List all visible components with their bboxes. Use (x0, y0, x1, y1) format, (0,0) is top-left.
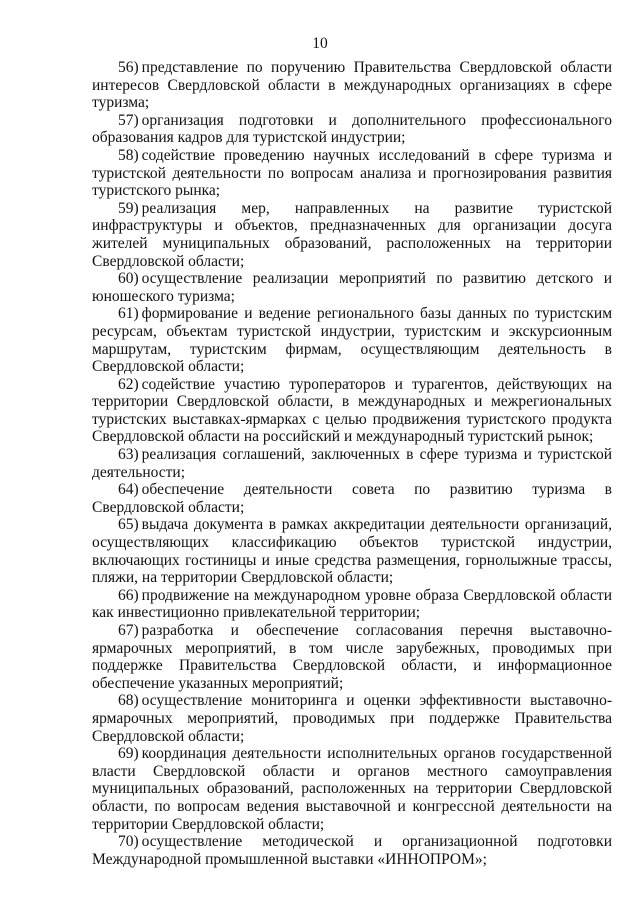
item-number: 66) (118, 586, 139, 604)
list-item (92, 516, 612, 586)
list-item (92, 376, 612, 446)
item-number: 68) (118, 692, 139, 710)
list-item (92, 59, 612, 112)
item-number: 69) (118, 745, 139, 763)
list-item (92, 446, 612, 481)
item-number: 60) (118, 270, 139, 288)
item-number: 64) (118, 481, 139, 499)
document-body (92, 59, 612, 868)
list-item (92, 270, 612, 305)
list-item (92, 622, 612, 692)
item-number: 57) (118, 111, 139, 129)
item-text: формирование и ведение регионального базы данных по туристским ресурсам, объектам туристской индустрии, туристским и экскурсионным маршрутам, туристским фирмам, осуществляющим деятельность в Свердловской области; (92, 305, 612, 376)
list-item (92, 305, 612, 375)
item-number: 67) (118, 622, 139, 639)
item-text: разработка и обеспечение согласования перечня выставочно-ярмарочных мероприятий, в том числе зарубежных, проводимых при поддержке Правительства Свердловской области, и информационное обеспечение указанных мероприятий; (92, 622, 612, 692)
item-number: 59) (118, 199, 139, 217)
item-text: осуществление методической и организационной подготовки Международной промышленной выставки «ИННОПРОМ»; (92, 833, 612, 868)
item-text: содействие участию туроператоров и турагентов, действующих на территории Свердловской области, в международных и межрегиональных туристских выставках-ярмарках с целью продвижения туристского продукта Свердловской области на российский и международный туристский рынок; (92, 375, 612, 446)
list-item (92, 481, 612, 516)
item-text: организация подготовки и дополнительного профессионального образования кадров для туристской индустрии; (92, 111, 612, 147)
list-item (92, 200, 612, 270)
item-text: содействие проведению научных исследований в сфере туризма и туристской деятельности по вопросам анализа и прогнозирования развития туристского рынка; (92, 146, 612, 200)
item-number: 63) (118, 446, 139, 464)
list-item (92, 587, 612, 622)
item-number: 58) (118, 146, 139, 164)
item-number: 65) (118, 516, 139, 534)
item-text: выдача документа в рамках аккредитации деятельности организаций, осуществляющих классификацию объектов туристской индустрии, включающих гостиницы и иные средства размещения, горнолыжные трассы, пляжи, на территории Свердловской области; (92, 516, 612, 587)
item-number: 62) (118, 375, 139, 393)
list-item (92, 692, 612, 745)
list-item (92, 112, 612, 147)
list-item (92, 147, 612, 200)
item-text: реализация мер, направленных на развитие туристской инфраструктуры и объектов, предназначенных для организации досуга жителей муниципальных образований, расположенных на территории Свердловской области; (92, 199, 612, 270)
page-number: 10 (312, 35, 328, 52)
item-text: осуществление реализации мероприятий по развитию детского и юношеского туризма; (92, 270, 612, 305)
item-number: 56) (118, 59, 139, 76)
item-text: продвижение на международном уровне образа Свердловской области как инвестиционно привлекательной территории; (92, 586, 612, 622)
item-text: представление по поручению Правительства Свердловской области интересов Свердловской области в международных организациях в сфере туризма; (92, 59, 612, 112)
item-text: обеспечение деятельности совета по развитию туризма в Свердловской области; (92, 481, 612, 516)
item-number: 70) (118, 833, 139, 851)
list-item (92, 833, 612, 868)
item-number: 61) (118, 305, 139, 323)
item-text: реализация соглашений, заключенных в сфере туризма и туристской деятельности; (92, 446, 612, 481)
list-item (92, 745, 612, 833)
item-text: осуществление мониторинга и оценки эффективности выставочно-ярмарочных мероприятий, проводимых при поддержке Правительства Свердловской области; (92, 692, 612, 745)
item-text: координация деятельности исполнительных органов государственной власти Свердловской области и органов местного самоуправления муниципальных образований, расположенных на территории Свердловской области, по вопросам ведения выставочной и конгрессной деятельности на территории Свердловской области; (92, 745, 612, 833)
